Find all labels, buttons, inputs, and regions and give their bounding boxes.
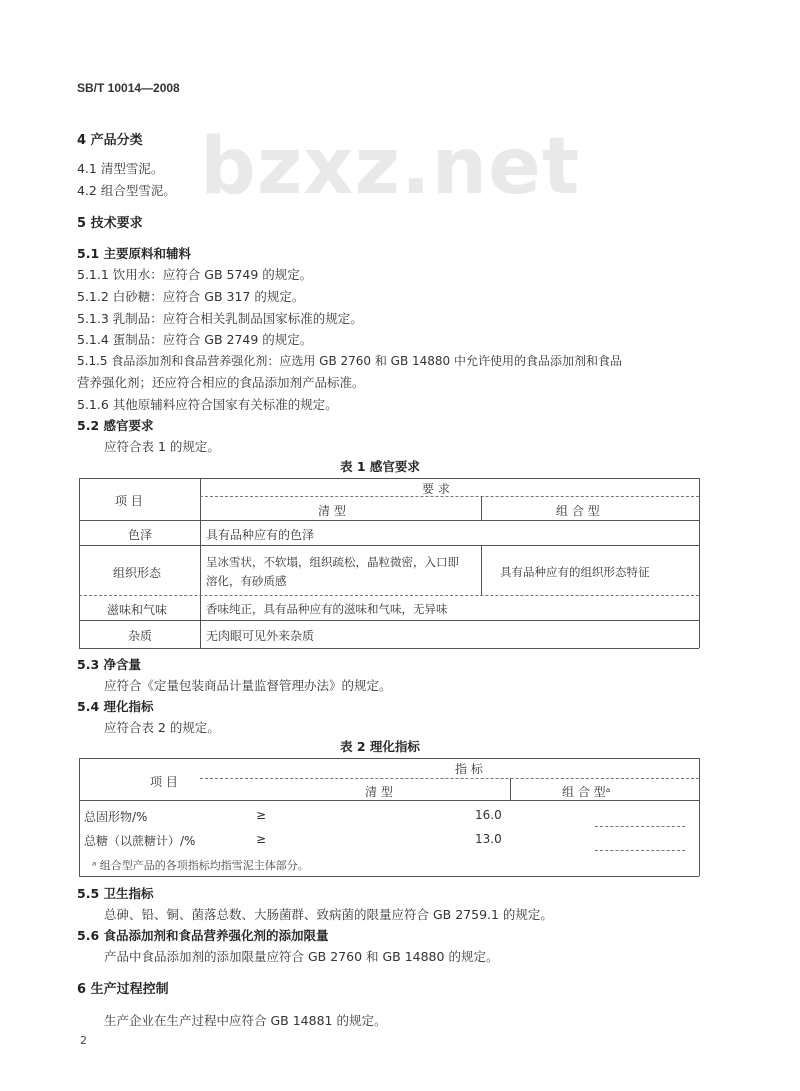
table2-row-sugar-clear: 13.0	[475, 832, 502, 846]
table1-caption: 表 1 感官要求	[340, 459, 420, 474]
table1-row-taste-item: 滋味和气味	[107, 603, 168, 617]
section-5-3-title: 5.3 净含量	[77, 657, 141, 672]
section-4-2: 4.2 组合型雪泥。	[77, 183, 176, 198]
section-5-3-text: 应符合《定量包装商品计量监督管理办法》的规定。	[104, 678, 392, 693]
table1-row-color-item: 色泽	[128, 528, 153, 542]
table1-header-combo: 组 合 型	[556, 504, 600, 518]
table2-row-solids-op: ≥	[256, 808, 267, 822]
section-5-4-title: 5.4 理化指标	[77, 699, 154, 714]
section-4-1: 4.1 清型雪泥。	[77, 161, 164, 176]
table1-row-texture-clear-line1: 呈冰雪状，不软塌，组织疏松，晶粒微密，入口即	[206, 555, 459, 569]
section-5-1-6: 5.1.6 其他原辅料应符合国家有关标准的规定。	[77, 397, 338, 412]
page-number: 2	[80, 1034, 87, 1047]
table2-row-solids-item: 总固形物/%	[84, 810, 148, 824]
table1-row-texture-item: 组织形态	[113, 566, 162, 580]
section-5-5-title: 5.5 卫生指标	[77, 886, 154, 901]
table1-header-item: 项 目	[115, 494, 143, 508]
section-5-1-4: 5.1.4 蛋制品：应符合 GB 2749 的规定。	[77, 332, 313, 347]
table1-row-taste-clear: 香味纯正，具有品种应有的滋味和气味，无异味	[206, 602, 448, 616]
table2-header-item: 项 目	[150, 775, 178, 789]
table2-footnote: ᵃ 组合型产品的各项指标均指雪泥主体部分。	[92, 859, 309, 872]
section-5-6-text: 产品中食品添加剂的添加限量应符合 GB 2760 和 GB 14880 的规定。	[104, 949, 499, 964]
table2-row-sugar-item: 总糖（以蔗糖计）/%	[84, 834, 196, 848]
section-5-1-2: 5.1.2 白砂糖：应符合 GB 317 的规定。	[77, 289, 305, 304]
section-5-6-title: 5.6 食品添加剂和食品营养强化剂的添加限量	[77, 928, 329, 943]
section-5-title: 5 技术要求	[77, 216, 143, 231]
table1-row-impurity-clear: 无肉眼可见外来杂质	[206, 629, 315, 643]
section-5-1-title: 5.1 主要原料和辅料	[77, 246, 191, 261]
standard-code: SB/T 10014—2008	[77, 81, 180, 95]
section-5-5-text: 总砷、铅、铜、菌落总数、大肠菌群、致病菌的限量应符合 GB 2759.1 的规定。	[104, 907, 553, 922]
table1-row-texture-clear-line2: 溶化，有砂质感	[206, 574, 287, 588]
table2-header-index: 指 标	[455, 762, 483, 776]
table1-header-clear: 清 型	[318, 504, 346, 518]
table2-row-sugar-op: ≥	[256, 832, 267, 846]
section-6-text: 生产企业在生产过程中应符合 GB 14881 的规定。	[104, 1013, 387, 1028]
table1-header-requirement: 要 求	[422, 482, 450, 496]
table2-row-solids-clear: 16.0	[475, 808, 502, 822]
table1-row-color-clear: 具有品种应有的色泽	[206, 528, 315, 542]
section-5-4-text: 应符合表 2 的规定。	[104, 720, 220, 735]
table2-header-combo: 组 合 型ᵃ	[562, 785, 611, 799]
section-5-2-text: 应符合表 1 的规定。	[104, 439, 220, 454]
section-4-title: 4 产品分类	[77, 133, 143, 148]
table1-row-texture-combo: 具有品种应有的组织形态特征	[500, 565, 650, 579]
section-5-1-3: 5.1.3 乳制品：应符合相关乳制品国家标准的规定。	[77, 311, 363, 326]
table1-row-impurity-item: 杂质	[128, 629, 153, 643]
table2-caption: 表 2 理化指标	[340, 739, 420, 754]
watermark: bzxz.net	[200, 122, 581, 212]
table2-header-clear: 清 型	[365, 785, 393, 799]
section-5-1-5-line1: 5.1.5 食品添加剂和食品营养强化剂：应选用 GB 2760 和 GB 14880 中允许使用的食品添加剂和食品	[77, 354, 623, 368]
section-5-1-5-line2: 营养强化剂；还应符合相应的食品添加剂产品标准。	[77, 375, 365, 390]
section-5-2-title: 5.2 感官要求	[77, 418, 154, 433]
section-6-title: 6 生产过程控制	[77, 982, 169, 997]
section-5-1-1: 5.1.1 饮用水：应符合 GB 5749 的规定。	[77, 267, 313, 282]
